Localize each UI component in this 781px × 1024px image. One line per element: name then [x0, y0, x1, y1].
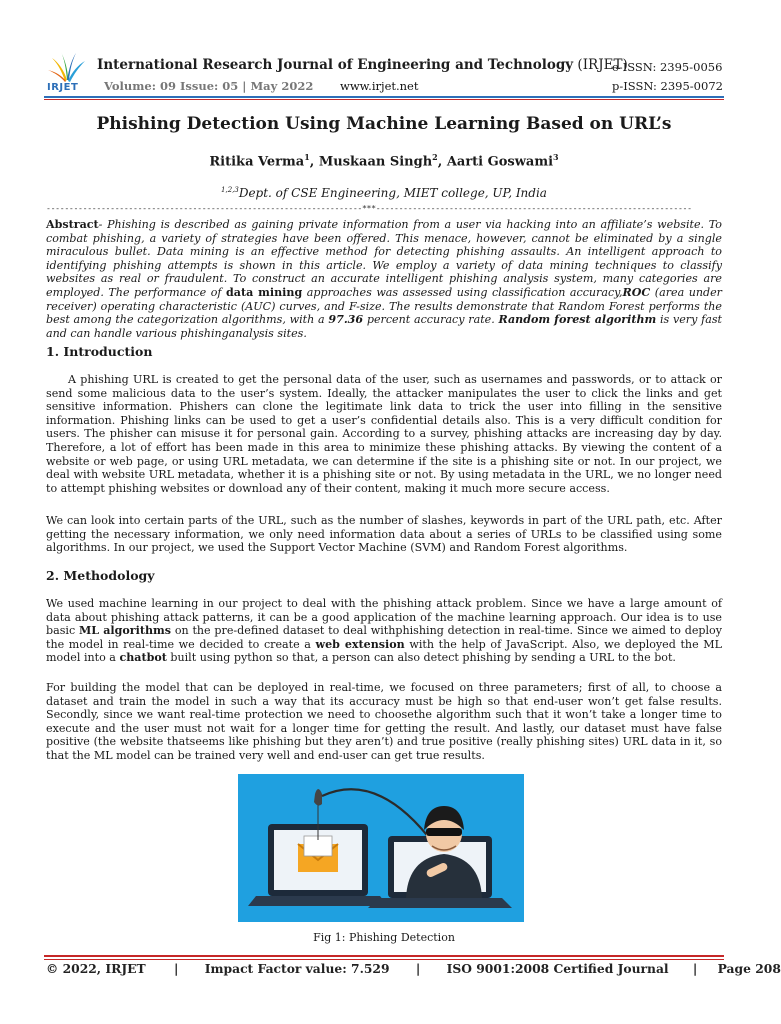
- e-issn: e-ISSN: 2395-0056: [612, 60, 723, 74]
- intro-paragraph-1: A phishing URL is created to get the personal data of the user, such as usernames and passwords, or to attack or send some malicious data to the user’s system. Ideally, the attacker manipulates the user to click the links and get sensitive information. Phishers can clone the legitimate link data to trick the user into filling in the sensitive information. Phishing links can be used to get a user’s confidential details also. This is a very difficult condition for users. The phisher can misuse it for personal gain. According to a survey, phishing attacks are increasing day by day. Therefore, a lot of effort has been made in this area to minimize these phishing attacks. By viewing the content of a website or web page, or using URL metadata, we can determine if the site is a phishing site or not. In our project, we deal with website URL metadata, whether it is a phishing site or not. By using metadata in the URL, we no longer need to attempt phishing websites or download any of their content, making it much more secure access.: [46, 373, 722, 495]
- author-list: Ritika Verma$^1$, Muskaan Singh$^2$, Aarti Goswami$^3$: [209, 152, 559, 170]
- section-separator: ---------------------------------------------------------------------***---------------------------------------------------------------------: [46, 203, 692, 213]
- footer-copyright: © 2022, IRJET: [46, 961, 146, 976]
- logo-text: IRJET: [47, 82, 79, 93]
- author-name: Muskaan Singh: [318, 154, 433, 170]
- page-footer: [46, 961, 781, 976]
- footer-impact-factor: Impact Factor value: 7.529: [204, 961, 390, 976]
- abstract: Abstract- Phishing is described as gaining private information from a user via hacking into an affiliate’s website. To combat phishing, a variety of strategies have been offered. This menace, however, cannot be eliminated by a single miraculous bullet. Data mining is an effective method for detecting phishing assaults. An intelligent approach to identifying phishing attempts is shown in this article. We employ a variety of data mining techniques to classify websites as real or fraudulent. To construct an accurate intelligent phishing analysis system, many categories are employed. The performance of data mining approaches was assessed using classification accuracy,ROC (area under receiver) operating characteristic (AUC) curves, and F-size. The results demonstrate that Random Forest performs the best among the categorization algorithms, with a 97.36 percent accuracy rate. Random forest algorithm is very fast and can handle various phishinganalysis sites.: [46, 218, 722, 340]
- figure-caption: Fig 1: Phishing Detection: [313, 931, 455, 944]
- affiliation: $^{1,2,3}$Dept. of CSE Engineering, MIET college, UP, India: [221, 186, 547, 200]
- author-name: Aarti Goswami: [446, 154, 554, 170]
- volume-info: Volume: 09 Issue: 05 | May 2022: [104, 79, 314, 93]
- footer-rule-thin: [44, 959, 724, 960]
- footer-separator: |: [692, 961, 698, 976]
- section-heading-methodology: 2. Methodology: [46, 568, 155, 583]
- header-rule-red: [44, 99, 724, 100]
- footer-page-number: Page 208: [717, 961, 781, 976]
- intro-paragraph-2: We can look into certain parts of the URL, such as the number of slashes, keywords in part of the URL path, etc. After getting the necessary information, we only need information data about a series of URLs to be classified using some algorithms. In our project, we used the Support Vector Machine (SVM) and Random Forest algorithms.: [46, 514, 722, 555]
- methodology-paragraph-1: We used machine learning in our project to deal with the phishing attack problem. Since we have a large amount of data about phishing attack patterns, it can be a good application of the machine learning approach. Our idea is to use basic ML algorithms on the pre-defined dataset to deal withphishing detection in real-time. Since we aimed to deploy the model in real-time we decided to create a web extension with the help of JavaScript. Also, we deployed the ML model into a chatbot built using python so that, a person can also detect phishing by sending a URL to the bot.: [46, 597, 723, 665]
- footer-separator: |: [173, 961, 179, 976]
- footer-separator: |: [415, 961, 421, 976]
- phishing-illustration: [238, 774, 524, 922]
- section-heading-introduction: 1. Introduction: [46, 344, 153, 359]
- journal-name: International Research Journal of Engineering and Technology (IRJET): [97, 57, 628, 73]
- p-issn: p-ISSN: 2395-0072: [612, 79, 723, 93]
- journal-website: www.irjet.net: [340, 79, 419, 93]
- methodology-paragraph-2: For building the model that can be deployed in real-time, we focused on three parameters; first of all, to choose a dataset and train the model in such a way that its accuracy must be high so that end-user won’t get false results. Secondly, since we want real-time protection we need to choosethe algorithm such that it won’t take a longer time to execute and the user must not wait for a longer time for getting the result. And lastly, our dataset must have false positive (the website thatseems like phishing but they aren’t) and true positive (really phishing sites) URL data in it, so that the ML model can be trained very well and end-user can get true results.: [46, 681, 722, 762]
- footer-iso: ISO 9001:2008 Certified Journal: [446, 961, 669, 976]
- paper-title: Phishing Detection Using Machine Learning Based on URL’s: [96, 114, 672, 134]
- footer-rule-thick: [44, 955, 724, 957]
- header-rule-blue: [44, 96, 724, 98]
- phishing-hacker-icon: [238, 774, 524, 922]
- author-name: Ritika Verma: [209, 154, 305, 170]
- journal-abbr: (IRJET): [573, 57, 628, 73]
